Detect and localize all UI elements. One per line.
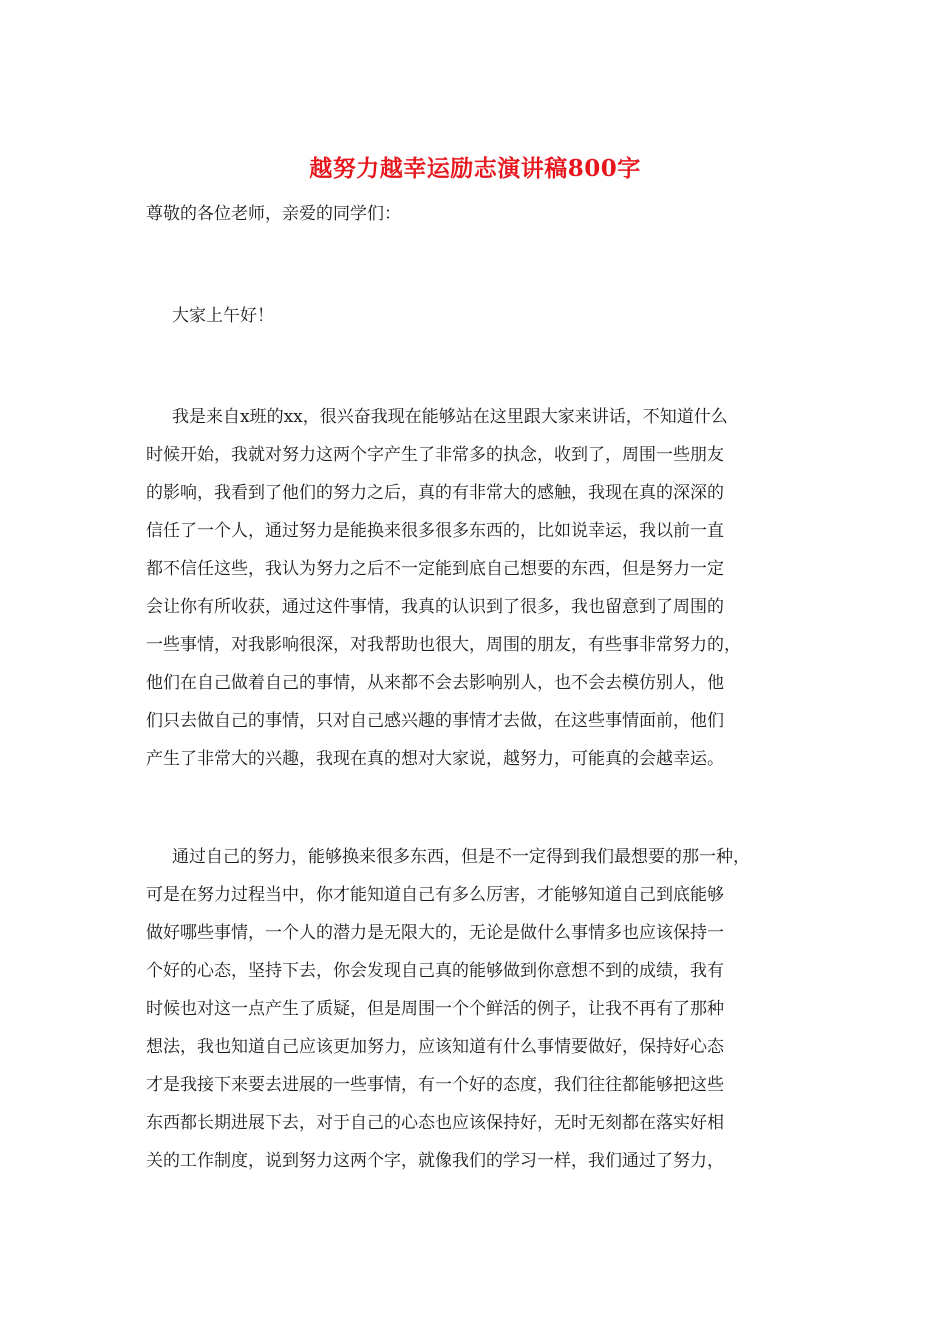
- document-title: 越努力越幸运励志演讲稿800字: [309, 155, 641, 182]
- paragraph-line: 产生了非常大的兴趣，我现在真的想对大家说，越努力，可能真的会越幸运。: [146, 749, 724, 769]
- greeting: 大家上午好！: [172, 306, 274, 326]
- paragraph-line: 我是来自x班的xx，很兴奋我现在能够站在这里跟大家来讲话，不知道什么: [172, 407, 728, 427]
- paragraph-line: 都不信任这些，我认为努力之后不一定能到底自己想要的东西，但是努力一定: [146, 559, 724, 579]
- paragraph-line: 们只去做自己的事情，只对自己感兴趣的事情才去做，在这些事情面前，他们: [146, 711, 724, 731]
- paragraph-line: 通过自己的努力，能够换来很多东西，但是不一定得到我们最想要的那一种，: [172, 847, 750, 867]
- paragraph-line: 的影响，我看到了他们的努力之后，真的有非常大的感触，我现在真的深深的: [146, 483, 724, 503]
- paragraph-line: 时候开始，我就对努力这两个字产生了非常多的执念，收到了，周围一些朋友: [146, 445, 724, 465]
- paragraph-line: 想法，我也知道自己应该更加努力，应该知道有什么事情要做好，保持好心态: [146, 1037, 724, 1057]
- paragraph-line: 一些事情，对我影响很深，对我帮助也很大，周围的朋友，有些事非常努力的，: [146, 635, 741, 655]
- paragraph-line: 信任了一个人，通过努力是能换来很多很多东西的，比如说幸运，我以前一直: [146, 521, 724, 541]
- body-paragraph-1: [146, 398, 826, 778]
- paragraph-line: 会让你有所收获，通过这件事情，我真的认识到了很多，我也留意到了周围的: [146, 597, 724, 617]
- paragraph-line: 个好的心态，坚持下去，你会发现自己真的能够做到你意想不到的成绩，我有: [146, 961, 724, 981]
- body-paragraph-2: [146, 838, 826, 1180]
- paragraph-line: 时候也对这一点产生了质疑，但是周围一个个鲜活的例子，让我不再有了那种: [146, 999, 724, 1019]
- paragraph-line: 才是我接下来要去进展的一些事情，有一个好的态度，我们往往都能够把这些: [146, 1075, 724, 1095]
- paragraph-line: 可是在努力过程当中，你才能知道自己有多么厉害，才能够知道自己到底能够: [146, 885, 724, 905]
- paragraph-line: 他们在自己做着自己的事情，从来都不会去影响别人，也不会去模仿别人，他: [146, 673, 724, 693]
- paragraph-line: 关的工作制度，说到努力这两个字，就像我们的学习一样，我们通过了努力，: [146, 1151, 724, 1171]
- paragraph-line: 东西都长期进展下去，对于自己的心态也应该保持好，无时无刻都在落实好相: [146, 1113, 724, 1133]
- salutation: 尊敬的各位老师，亲爱的同学们：: [146, 204, 401, 224]
- paragraph-line: 做好哪些事情，一个人的潜力是无限大的，无论是做什么事情多也应该保持一: [146, 923, 724, 943]
